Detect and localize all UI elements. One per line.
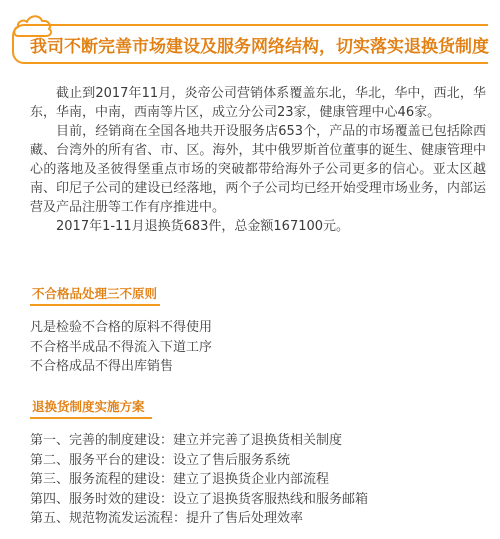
- list-item: 第一、完善的制度建设：建立并完善了退换货相关制度: [30, 433, 343, 448]
- plan-heading-underline: [30, 417, 152, 419]
- plan-heading: [30, 396, 166, 428]
- list-item: 第四、服务时效的建设：设立了退换货客服热线和服务邮箱: [30, 491, 369, 507]
- paragraph-coverage: 截止到2017年11月，炎帝公司营销体系覆盖东北，华北，华中，西北，华东，华南，中南，西南等片区，成立分公司23家，健康管理中心46家。: [30, 86, 486, 120]
- plan-heading-text: 退换货制度实施方案: [32, 399, 145, 414]
- summary-text: [30, 84, 486, 236]
- principles-heading: [30, 283, 166, 315]
- list-item: 第二、服务平台的建设：设立了售后服务系统: [30, 452, 291, 468]
- list-item: 第五、规范物流发运流程：提升了售后处理效率: [30, 511, 304, 526]
- list-item: 凡是检验不合格的原料不得使用: [30, 320, 213, 335]
- list-item: 第三、服务流程的建设：建立了退换货企业内部流程: [30, 472, 330, 487]
- principles-list: [30, 318, 490, 377]
- list-item: 不合格半成品不得流入下道工序: [30, 339, 213, 355]
- principles-heading-text: 不合格品处理三不原则: [32, 286, 158, 301]
- page-title: 我司不断完善市场建设及服务网络结构，切实落实退换货制度: [30, 37, 489, 57]
- plan-list: [30, 431, 490, 529]
- paragraph-returns: 2017年1-11月退换货683件，总金额167100元。: [56, 219, 350, 234]
- headline-banner: [0, 0, 500, 70]
- principles-heading-underline: [30, 304, 160, 306]
- paragraph-markets: 目前，经销商在全国各地共开设服务店653个，产品的市场覆盖已包括除西藏、台湾外的所有省、市、区。海外，其中俄罗斯首位董事的诞生、健康管理中心的落地及圣彼得堡重点市场的突破都带给海外子公司更多的信心。亚太区越南、印尼子公司的建设已经落地，两个子公司均已经开始受理市场业务，内部运营及产品注册等工作有序推进中。: [30, 124, 486, 215]
- list-item: 不合格成品不得出库销售: [30, 359, 174, 374]
